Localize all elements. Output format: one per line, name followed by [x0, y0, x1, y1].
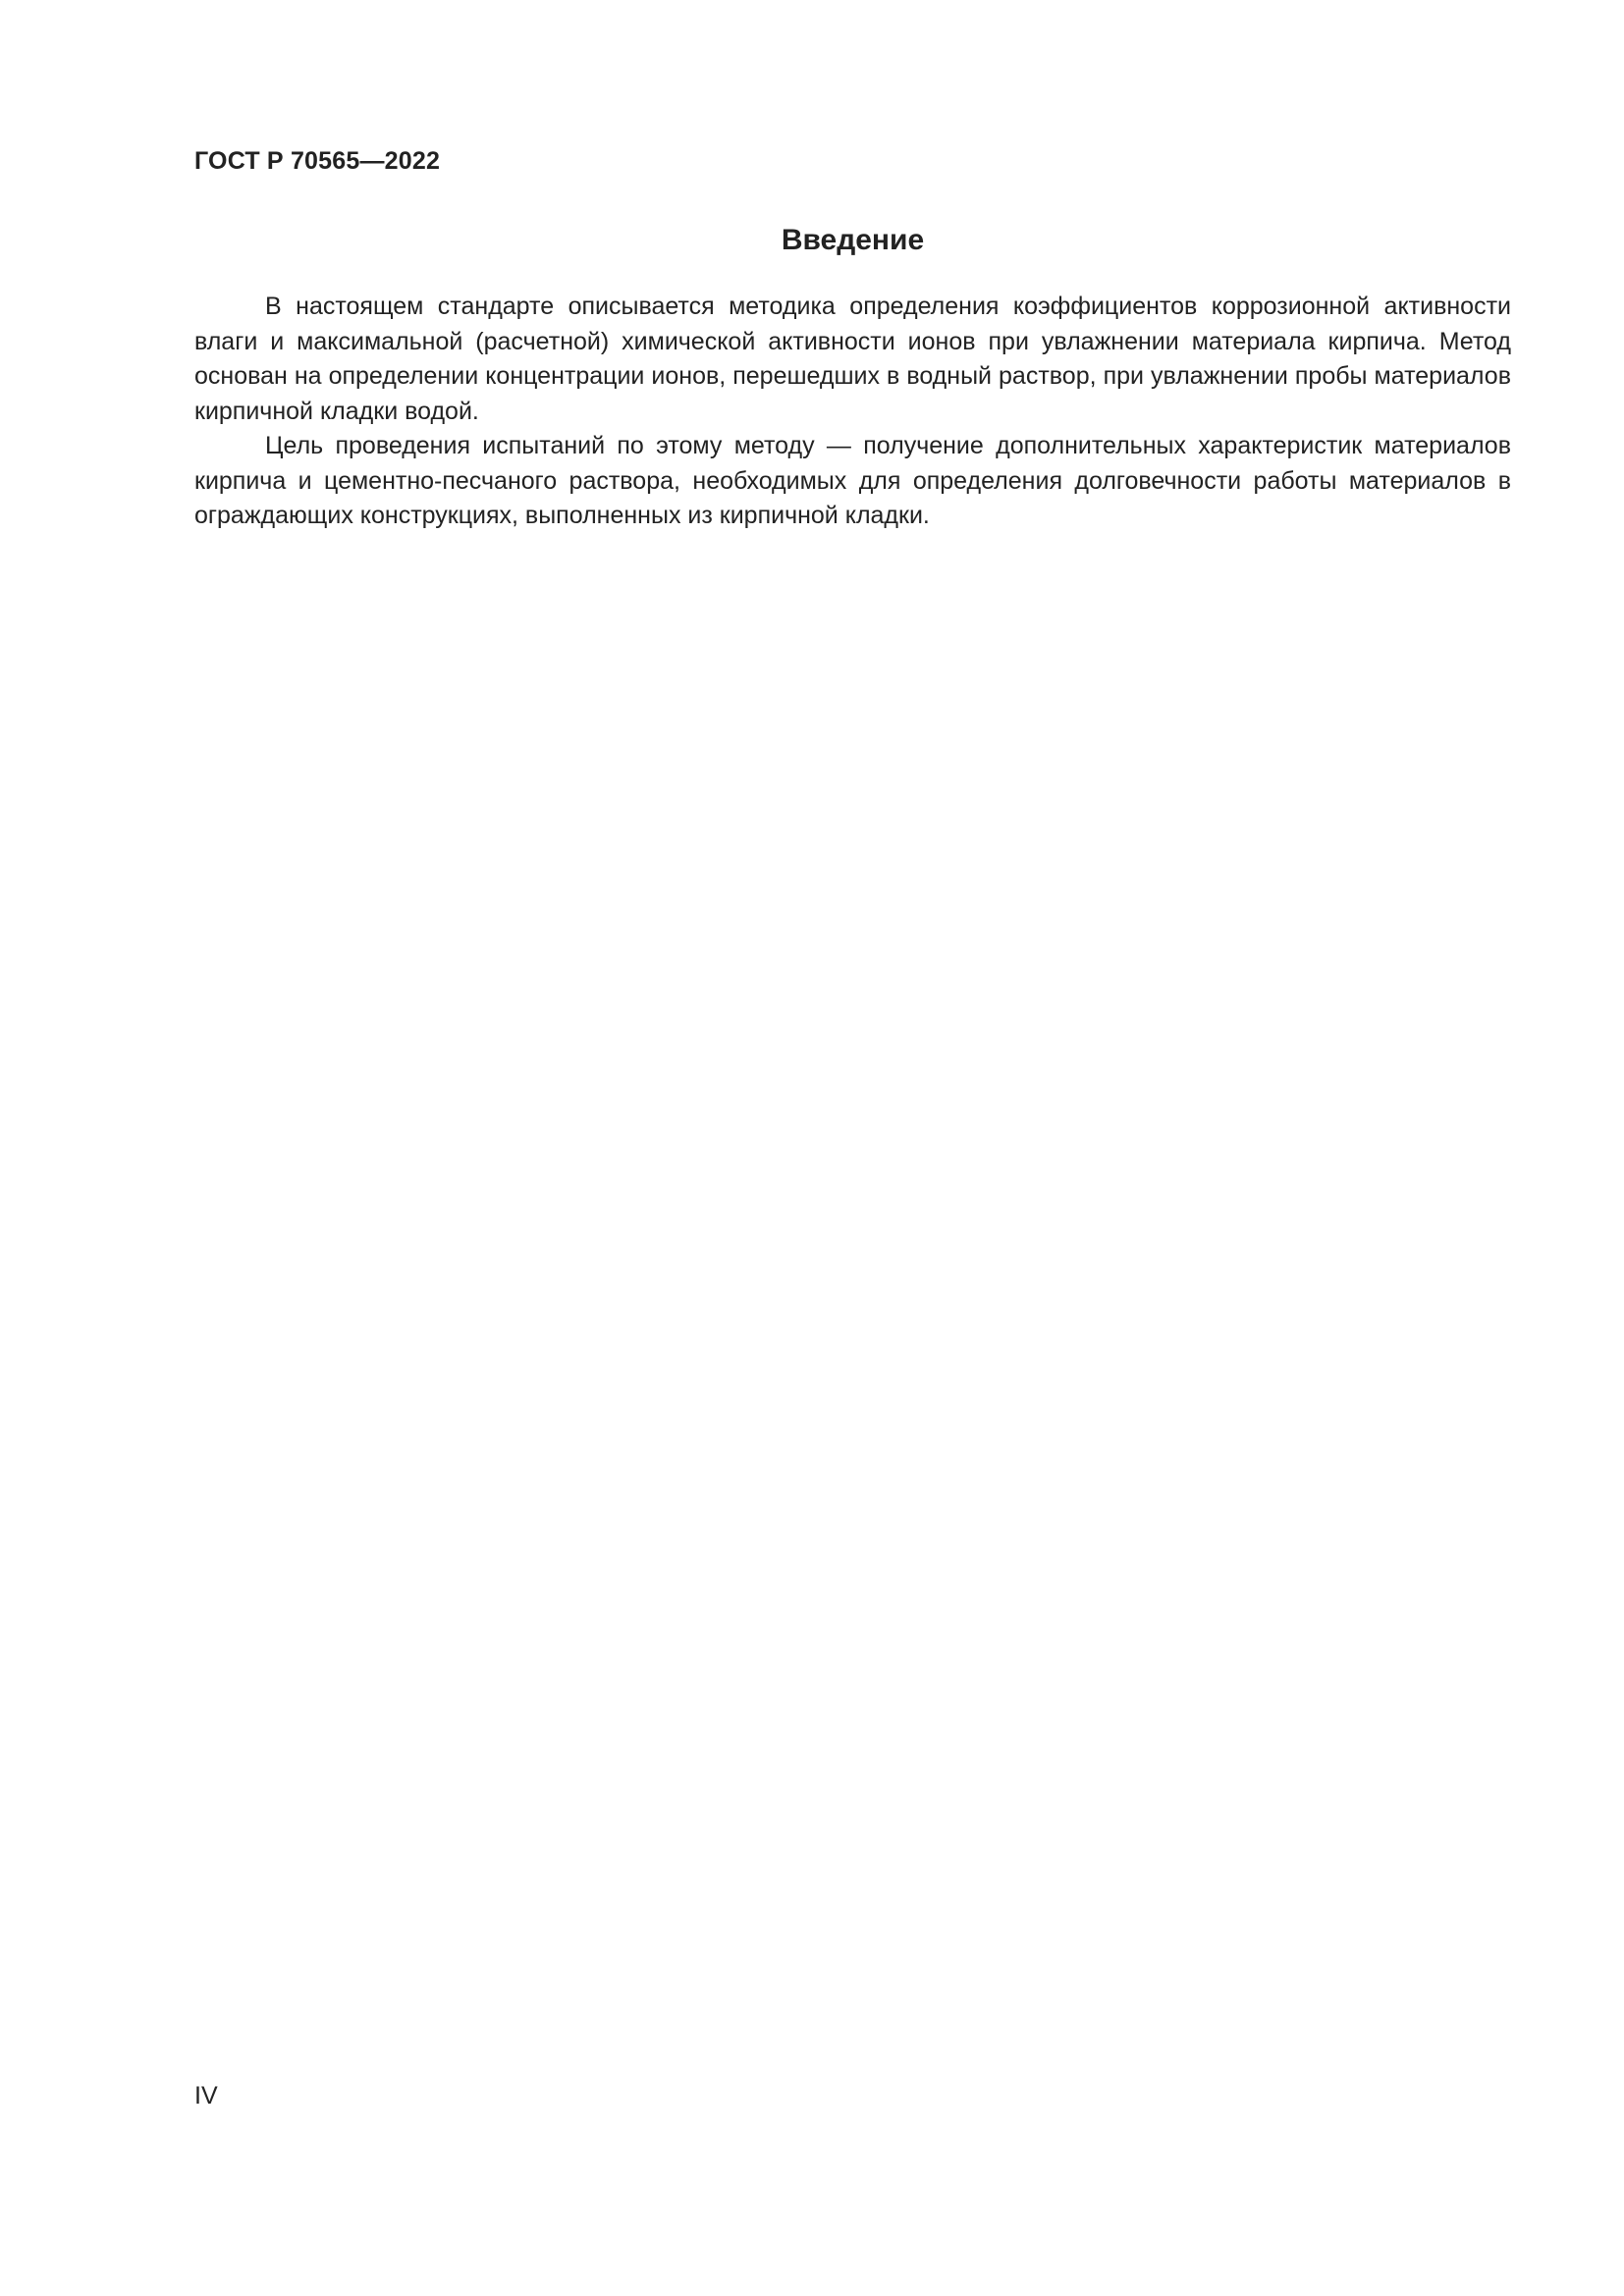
page-number: IV — [194, 2082, 218, 2109]
paragraph-2: Цель проведения испытаний по этому методу — получение дополнительных характеристик материалов кирпича и цементно-песчаного раствора, необходимых для определения долговечности работы материалов в ограждающих конструкциях, выполненных из кирпичной кладки. — [194, 432, 1511, 529]
document-code-header: ГОСТ Р 70565—2022 — [194, 147, 441, 175]
introduction-body — [194, 290, 1511, 534]
section-title: Введение — [781, 224, 925, 256]
paragraph-1: В настоящем стандарте описывается методика определения коэффициентов коррозионной активности влаги и максимальной (расчетной) химической активности ионов при увлажнении материала кирпича. Метод основан на определении концентрации ионов, перешедших в водный раствор, при увлажнении пробы материалов кирпичной кладки водой. — [194, 293, 1511, 425]
